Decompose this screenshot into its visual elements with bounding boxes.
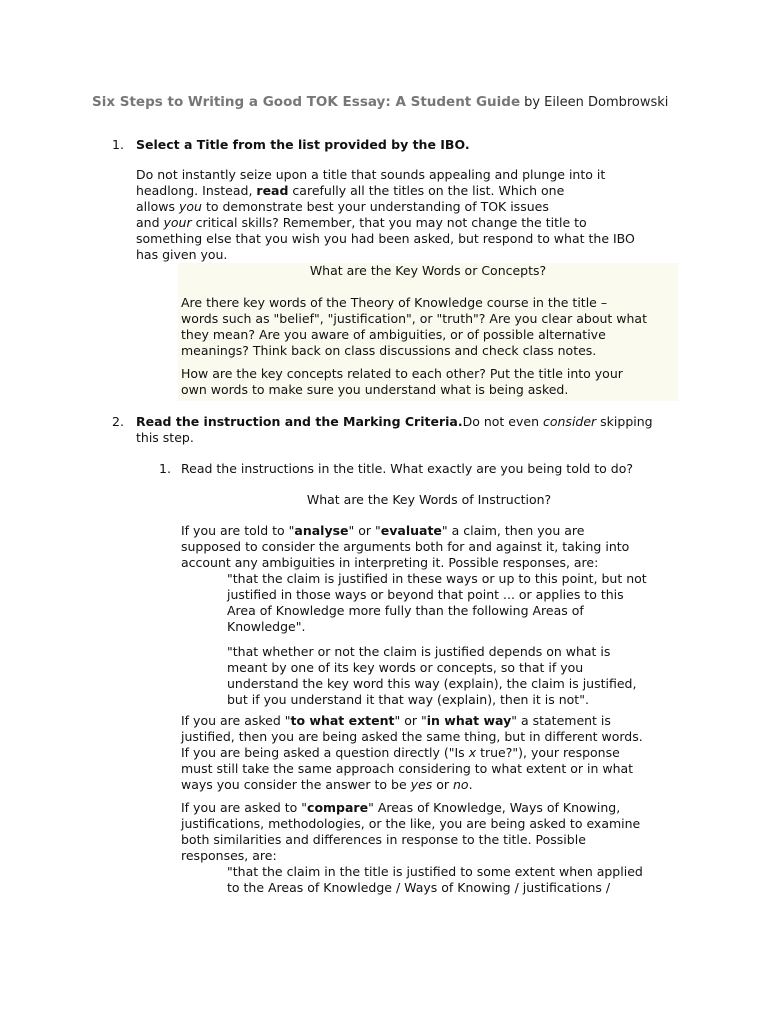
document-title — [92, 94, 668, 111]
analyse-evaluate-block: If you are told to "analyse" or "evaluate" a claim, then you are supposed to consider the arguments both for and against it, taking into account any ambiguities in interpreting it. Possible responses, are: "that the claim is justified in these ways or up to this point, but not justified in those ways or beyond that point ... or applies to this Area of Knowledge more fully than the following Areas of Knowledge". "that whether or not the claim is justified depends on what is meant by one of its key words or concepts, so that if you understand the key word this way (explain), the claim is justified, but if you understand it that way (explain), then it is not". — [181, 523, 691, 708]
substep1-text: Read the instructions in the title. What exactly are you being told to do? — [181, 461, 633, 476]
title-main: Six Steps to Writing a Good TOK Essay: A Student Guide — [92, 94, 521, 110]
key-words-paragraph-2: How are the key concepts related to each other? Put the title into your own words to make sure you understand what is being asked. — [181, 366, 623, 397]
substep1-number: 1. — [159, 461, 171, 476]
step1-paragraph: Do not instantly seize upon a title that sounds appealing and plunge into it headlong. Instead, read carefully all the titles on the list. Which one allows you to demonstrate best your understanding of TOK issues and your critical skills? Remember, that you may not change the title to something else that you wish you had been asked, but respond to what the IBO has given you. — [136, 167, 635, 262]
extent-block: If you are asked "to what extent" or "in what way" a statement is justified, then you are being asked the same thing, but in different words. If you are being asked a question directly ("Is x true?"), your response must still take the same approach considering to what extent or in what ways you consider the answer to be yes or no. — [181, 713, 643, 792]
analyse-response-1: "that the claim is justified in these ways or up to this point, but not justified in those ways or beyond that point ... or applies to this Area of Knowledge more fully than the following Areas of Knowledge". — [227, 571, 647, 634]
key-words-paragraph-1: Are there key words of the Theory of Knowledge course in the title – words such as "belief", "justification", or "truth"? Are you clear about what they mean? Are you aware of ambiguities, or of possible alternative meanings? Think back on class discussions and check class notes. — [181, 295, 647, 358]
compare-block: If you are asked to "compare" Areas of Knowledge, Ways of Knowing, justifications, methodologies, or the like, you are being asked to examine both similarities and differences in response to the title. Possible responses, are: "that the claim in the title is justified to some extent when applied to the Areas of Knowledge / Ways of Knowing / justifications / — [181, 800, 696, 896]
instruction-words-heading: What are the Key Words of Instruction? — [306, 492, 552, 507]
analyse-response-2: "that whether or not the claim is justified depends on what is meant by one of its key words or concepts, so that if you understand the key word this way (explain), the claim is justified, but if you understand it that way (explain), then it is not". — [227, 644, 637, 707]
step2-heading-block: Read the instruction and the Marking Criteria.Do not even consider skipping this step. — [136, 414, 653, 445]
step1-heading: Select a Title from the list provided by the IBO. — [136, 137, 470, 152]
compare-response: "that the claim in the title is justified to some extent when applied to the Areas of Knowledge / Ways of Knowing / justifications / — [227, 864, 643, 895]
step2-number: 2. — [112, 414, 124, 429]
key-words-heading: What are the Key Words or Concepts? — [309, 263, 547, 278]
step2-heading: Read the instruction and the Marking Criteria. — [136, 414, 463, 429]
title-author: by Eileen Dombrowski — [524, 95, 669, 110]
step1-number: 1. — [112, 137, 124, 152]
